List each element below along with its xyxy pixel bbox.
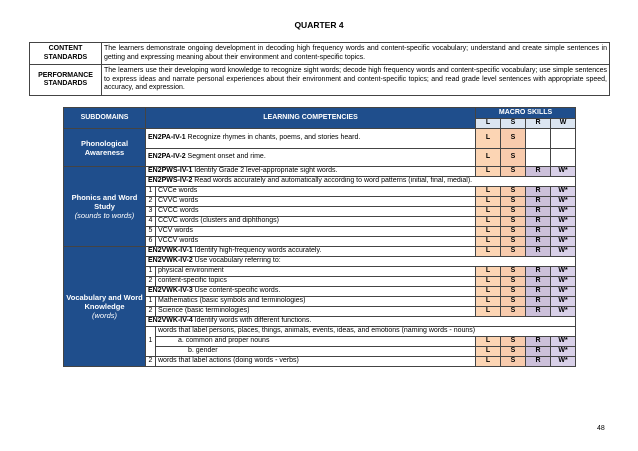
table-row [64,129,576,149]
skill-cell: R [526,217,551,227]
skill-cell: L [476,149,501,167]
skill-cell: S [501,129,526,149]
competency-code: EN2VWK-IV-1 [148,247,193,255]
competency-text: Use vocabulary referring to: [192,257,281,265]
skill-cell: L [476,277,501,287]
skill-cell: S [501,297,526,307]
competency-code: EN2PA-IV-1 [148,134,186,142]
competency-cell [146,247,476,257]
item-number: 4 [146,217,156,227]
domain-title: Vocabulary and Word Knowledge [66,293,143,311]
item-text: VCCV words [156,237,476,247]
skill-cell: R [526,337,551,347]
skill-cell [551,129,576,149]
item-number: 2 [146,197,156,207]
skill-cell: L [476,217,501,227]
skill-cell [526,149,551,167]
skill-cell: L [476,307,501,317]
table-row [64,167,576,177]
skill-cell: S [501,207,526,217]
skill-cell: S [501,197,526,207]
competency-text: Use content-specific words. [192,287,281,295]
skill-cell: W* [551,217,576,227]
content-standards-label: CONTENT STANDARDS [30,43,102,65]
skill-cell: S [501,287,526,297]
competency-text: Identify high-frequency words accurately. [192,247,322,255]
item-text: content-specific topics [156,277,476,287]
competency-cell [146,317,576,327]
skill-cell: S [501,247,526,257]
domain-subtitle: (words) [91,311,117,320]
skill-cell: W* [551,227,576,237]
skill-cell [551,149,576,167]
skill-cell: W* [551,347,576,357]
skill-cell: L [476,347,501,357]
competency-cell [146,177,576,187]
skill-cell: R [526,347,551,357]
skill-cell: R [526,207,551,217]
competencies-header: LEARNING COMPETENCIES [146,108,476,129]
skill-cell [526,129,551,149]
skill-cell: W* [551,297,576,307]
skill-cell: S [501,277,526,287]
skill-cell: W* [551,267,576,277]
skill-cell: W* [551,207,576,217]
item-number: 6 [146,237,156,247]
skill-header-r: R [526,119,551,129]
item-number: 1 [146,297,156,307]
skill-cell: S [501,187,526,197]
skill-cell: S [501,347,526,357]
item-text: Mathematics (basic symbols and terminologies) [156,297,476,307]
skill-cell: S [501,227,526,237]
skill-cell: R [526,227,551,237]
skill-header-s: S [501,119,526,129]
item-number: 1 [146,267,156,277]
skill-cell: L [476,197,501,207]
competency-code: EN2PWS-IV-1 [148,167,193,175]
competency-code: EN2VWK-IV-3 [148,287,193,295]
competency-code: EN2PWS-IV-2 [148,177,193,185]
skill-cell: L [476,207,501,217]
skill-cell: R [526,297,551,307]
skill-cell: S [501,357,526,367]
competency-cell [146,167,476,177]
skill-cell: W* [551,247,576,257]
domain-title: Phonics and Word Study [71,193,138,211]
skill-cell: R [526,287,551,297]
item-text: CVCC words [156,207,476,217]
performance-standards-label: PERFORMANCE STANDARDS [30,65,102,96]
competency-code: EN2VWK-IV-4 [148,317,193,325]
skill-cell: L [476,129,501,149]
domain-phonics [64,167,146,247]
skill-cell: S [501,237,526,247]
skill-cell: W* [551,287,576,297]
skill-cell: S [501,267,526,277]
item-number: 1 [146,187,156,197]
skill-cell: L [476,337,501,347]
item-text: words that label actions (doing words - verbs) [156,357,476,367]
skill-cell: W* [551,357,576,367]
competency-text: Recognize rhymes in chants, poems, and stories heard. [185,134,361,142]
item-number: 2 [146,277,156,287]
table-row [64,247,576,257]
page-number: 48 [597,425,605,432]
competency-code: EN2VWK-IV-2 [148,257,193,265]
skill-cell: S [501,149,526,167]
skill-cell: R [526,307,551,317]
competency-text: Identify words with different functions. [192,317,312,325]
skill-cell: R [526,247,551,257]
skill-cell: W* [551,307,576,317]
skill-cell: L [476,297,501,307]
item-text: words that label persons, places, things, animals, events, ideas, and emotions (naming words - nouns) [156,327,576,337]
macro-skills-header: MACRO SKILLS [476,108,576,119]
skill-cell: W* [551,237,576,247]
skill-cell: L [476,287,501,297]
skill-cell: S [501,167,526,177]
skill-cell: L [476,357,501,367]
skill-cell: R [526,277,551,287]
item-text: CVCe words [156,187,476,197]
item-text: VCV words [156,227,476,237]
skill-cell: L [476,167,501,177]
content-standards-text: The learners demonstrate ongoing development in decoding high frequency words and content-specific vocabulary; understand and create simple sentences in getting and expressing meaning about their environment and content-specific topics. [102,43,610,65]
skill-cell: S [501,217,526,227]
domain-subtitle: (sounds to words) [74,211,135,220]
subdomains-header: SUBDOMAINS [64,108,146,129]
item-text: physical environment [156,267,476,277]
item-text: Science (basic terminologies) [156,307,476,317]
skill-cell: R [526,357,551,367]
skill-cell: L [476,227,501,237]
competency-cell [146,287,476,297]
skill-cell: R [526,197,551,207]
skill-cell: L [476,187,501,197]
competency-text: Read words accurately and automatically according to word patterns (initial, final, medial). [192,177,473,185]
skill-cell: S [501,307,526,317]
item-number: 2 [146,357,156,367]
item-text: CCVC words (clusters and diphthongs) [156,217,476,227]
skill-cell: L [476,247,501,257]
performance-standards-text: The learners use their developing word knowledge to recognize sight words; decode high frequency words and content-specific vocabulary; use simple sentences to express ideas and narrate personal experiences about their environment and content-specific topics; and read grade level sentences with appropriate speed, accuracy, and expression. [102,65,610,96]
skill-cell: R [526,167,551,177]
skill-cell: W* [551,187,576,197]
domain-title: Phonological Awareness [80,138,129,157]
skill-header-l: L [476,119,501,129]
competency-code: EN2PA-IV-2 [148,153,186,161]
skill-cell: L [476,237,501,247]
skill-header-w: W [551,119,576,129]
competency-cell [146,257,576,267]
skill-cell: R [526,237,551,247]
item-number: 2 [146,307,156,317]
competency-text: Segment onset and rime. [185,153,266,161]
competencies-table [63,107,576,367]
standards-table [29,42,610,96]
skill-cell: R [526,187,551,197]
item-number: 3 [146,207,156,217]
skill-cell: W* [551,337,576,347]
skill-cell: W* [551,277,576,287]
competency-cell [146,129,476,149]
skill-cell: L [476,267,501,277]
skill-cell: R [526,267,551,277]
skill-cell: W* [551,167,576,177]
quarter-title: QUARTER 4 [294,20,344,30]
skill-cell: S [501,337,526,347]
skill-cell: W* [551,197,576,207]
item-text: CVVC words [156,197,476,207]
sub-item-text: a. common and proper nouns [156,337,476,347]
sub-item-text: b. gender [156,347,476,357]
domain-vocabulary [64,247,146,367]
item-number: 5 [146,227,156,237]
competency-text: Identify Grade 2 level-appropriate sight words. [192,167,338,175]
domain-phonological [64,129,146,167]
item-number: 1 [146,327,156,357]
competency-cell [146,149,476,167]
